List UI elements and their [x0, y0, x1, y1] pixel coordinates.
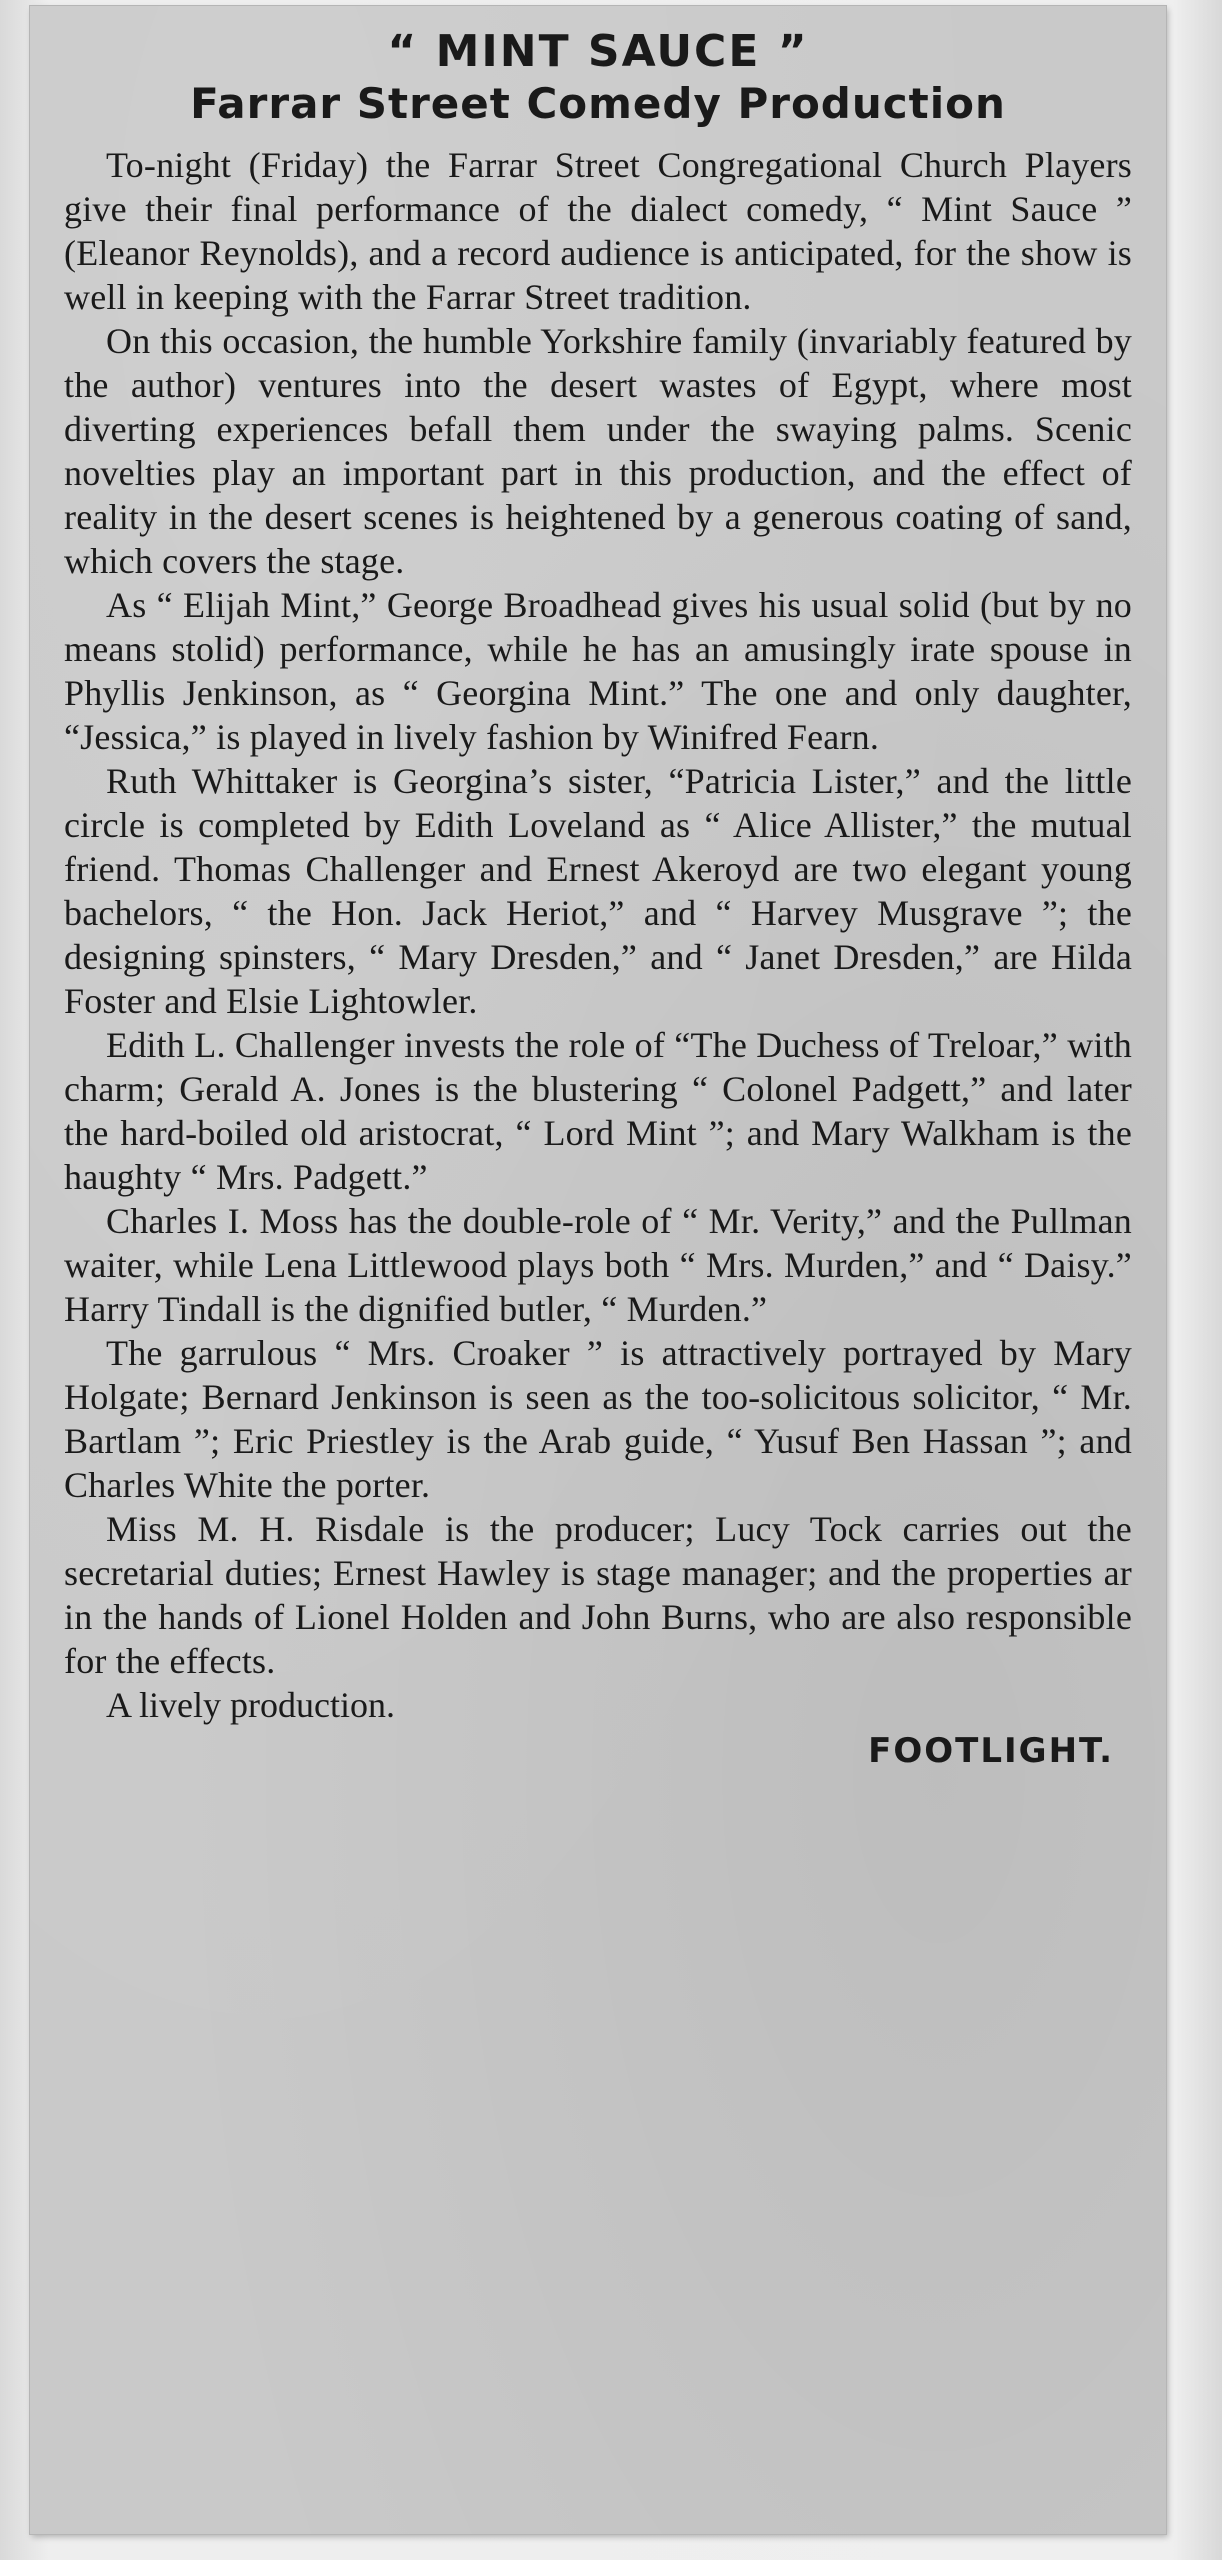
paragraph-cast-double-roles: Charles I. Moss has the double-role of “ Mr. Verity,” and the Pullman waiter, while Lena Littlewood plays both “ Mrs. Murden,” and “ Daisy.” Harry Tindall is the dignified butler, “ Murden.”	[64, 1200, 1132, 1329]
paragraph-intro: To-night (Friday) the Farrar Street Congregational Church Players give their final performance of the dialect comedy, “ Mint Sauce ” (Eleanor Reynolds), and a record audience is anticipated, for the show is well in keeping with the Farrar Street tradition.	[64, 144, 1132, 317]
headline: “ MINT SAUCE ”	[387, 26, 809, 77]
paragraph-cast-aristocrats: Edith L. Challenger invests the role of “The Duchess of Treloar,” with charm; Gerald A. Jones is the blustering “ Colonel Padgett,” and later the hard-boiled old aristocrat, “ Lord Mint ”; and Mary Walkham is the haughty “ Mrs. Padgett.”	[64, 1024, 1132, 1197]
paragraph-crew: Miss M. H. Risdale is the producer; Lucy Tock carries out the secretarial duties; Ernest Hawley is stage manager; and the properties ar in the hands of Lionel Holden and John Burns, who are also responsible for the effects.	[64, 1508, 1132, 1681]
byline-signature: FOOTLIGHT.	[868, 1730, 1114, 1771]
paragraph-cast-friends: Ruth Whittaker is Georgina’s sister, “Patricia Lister,” and the little circle is completed by Edith Loveland as “ Alice Allister,” the mutual friend. Thomas Challenger and Ernest Akeroyd are two elegant young bachelors, “ the Hon. Jack Heriot,” and “ Harvey Musgrave ”; the designing spinsters, “ Mary Dresden,” and “ Janet Dresden,” are Hilda Foster and Elsie Lightowler.	[64, 760, 1132, 1021]
subheadline: Farrar Street Comedy Production	[190, 79, 1006, 129]
closing-line: A lively production.	[106, 1684, 395, 1725]
paragraph-cast-mint-family: As “ Elijah Mint,” George Broadhead gives his usual solid (but by no means stolid) performance, while he has an amusingly irate spouse in Phyllis Jenkinson, as “ Georgina Mint.” The one and only daughter, “Jessica,” is played in lively fashion by Winifred Fearn.	[64, 584, 1132, 757]
paragraph-setting: On this occasion, the humble Yorkshire family (invariably featured by the author) ventures into the desert wastes of Egypt, where most diverting experiences befall them under the swaying palms. Scenic novelties play an important part in this production, and the effect of reality in the desert scenes is heightened by a generous coating of sand, which covers the stage.	[64, 320, 1132, 581]
newspaper-clipping	[30, 6, 1166, 2534]
paragraph-cast-supporting: The garrulous “ Mrs. Croaker ” is attractively portrayed by Mary Holgate; Bernard Jenkinson is seen as the too-solicitous solicitor, “ Mr. Bartlam ”; Eric Priestley is the Arab guide, “ Yusuf Ben Hassan ”; and Charles White the porter.	[64, 1332, 1132, 1505]
article-body	[64, 143, 1132, 1683]
